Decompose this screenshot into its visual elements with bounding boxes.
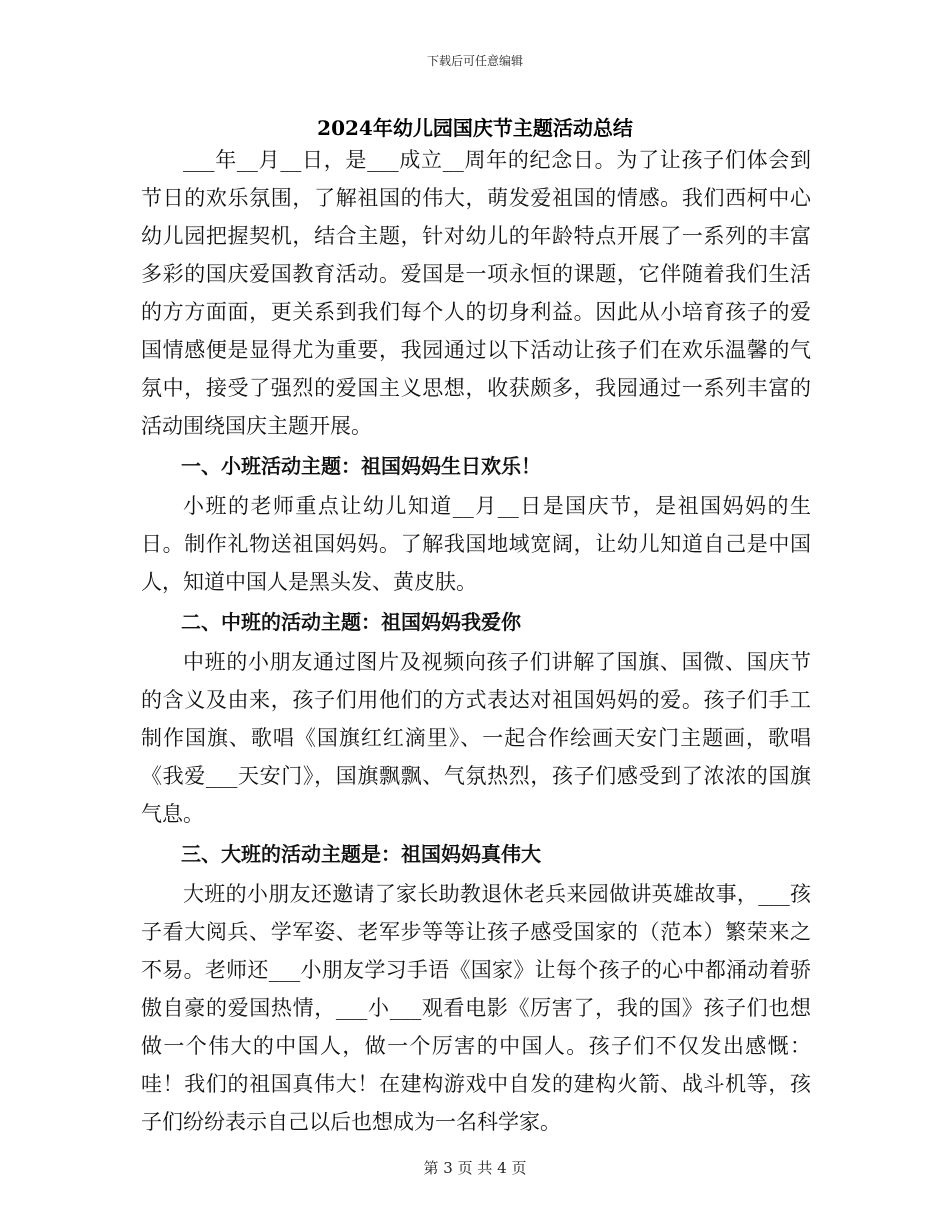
page-number-footer: 第 3 页 共 4 页 xyxy=(423,1159,527,1177)
section-text-small-class: 小班的老师重点让幼儿知道__月__日是国庆节，是祖国妈妈的生日。制作礼物送祖国妈妈。了解我国地域宽阔，让幼儿知道自己是中国人，知道中国人是黑头发、黄皮肤。 xyxy=(141,494,811,594)
header-note: 下载后可任意编辑 xyxy=(426,54,523,68)
section-heading-middle-class: 二、中班的活动主题：祖国妈妈我爱你 xyxy=(181,610,521,634)
section-text-middle-class: 中班的小朋友通过图片及视频向孩子们讲解了国旗、国微、国庆节的含义及由来，孩子们用他们的方式表达对祖国妈妈的爱。孩子们手工制作国旗、歌唱《国旗红红滴里》、一起合作绘画天安门主题画，歌唱《我爱___天安门》，国旗飘飘、气氛热烈，孩子们感受到了浓浓的国旗气息。 xyxy=(141,650,811,826)
document-body xyxy=(141,141,811,1141)
section-heading-large-class: 三、大班的活动主题是：祖国妈妈真伟大 xyxy=(181,842,541,866)
section-text-large-class: 大班的小朋友还邀请了家长助教退休老兵来园做讲英雄故事，___孩子看大阅兵、学军姿、老军步等等让孩子感受国家的（范本）繁荣来之不易。老师还___小朋友学习手语《国家》让每个孩子的心中都涌动着骄傲自豪的爱国热情，___小___观看电影《厉害了，我的国》孩子们也想做一个伟大的中国人，做一个厉害的中国人。孩子们不仅发出感慨：哇！我们的祖国真伟大！在建构游戏中自发的建构火箭、战斗机等，孩子们纷纷表示自己以后也想成为一名科学家。 xyxy=(141,882,811,1134)
section-heading-small-class: 一、小班活动主题：祖国妈妈生日欢乐！ xyxy=(181,454,541,478)
document-title: 2024年幼儿园国庆节主题活动总结 xyxy=(317,116,633,140)
intro-paragraph: ___年__月__日，是___成立__周年的纪念日。为了让孩子们体会到节日的欢乐氛围，了解祖国的伟大，萌发爱祖国的情感。我们西柯中心幼儿园把握契机，结合主题，针对幼儿的年龄特点开展了一系列的丰富多彩的国庆爱国教育活动。爱国是一项永恒的课题，它伴随着我们生活的方方面面，更关系到我们每个人的切身利益。因此从小培育孩子的爱国情感便是显得尤为重要，我园通过以下活动让孩子们在欢乐温馨的气氛中，接受了强烈的爱国主义思想，收获颇多，我园通过一系列丰富的活动围绕国庆主题开展。 xyxy=(141,148,811,438)
